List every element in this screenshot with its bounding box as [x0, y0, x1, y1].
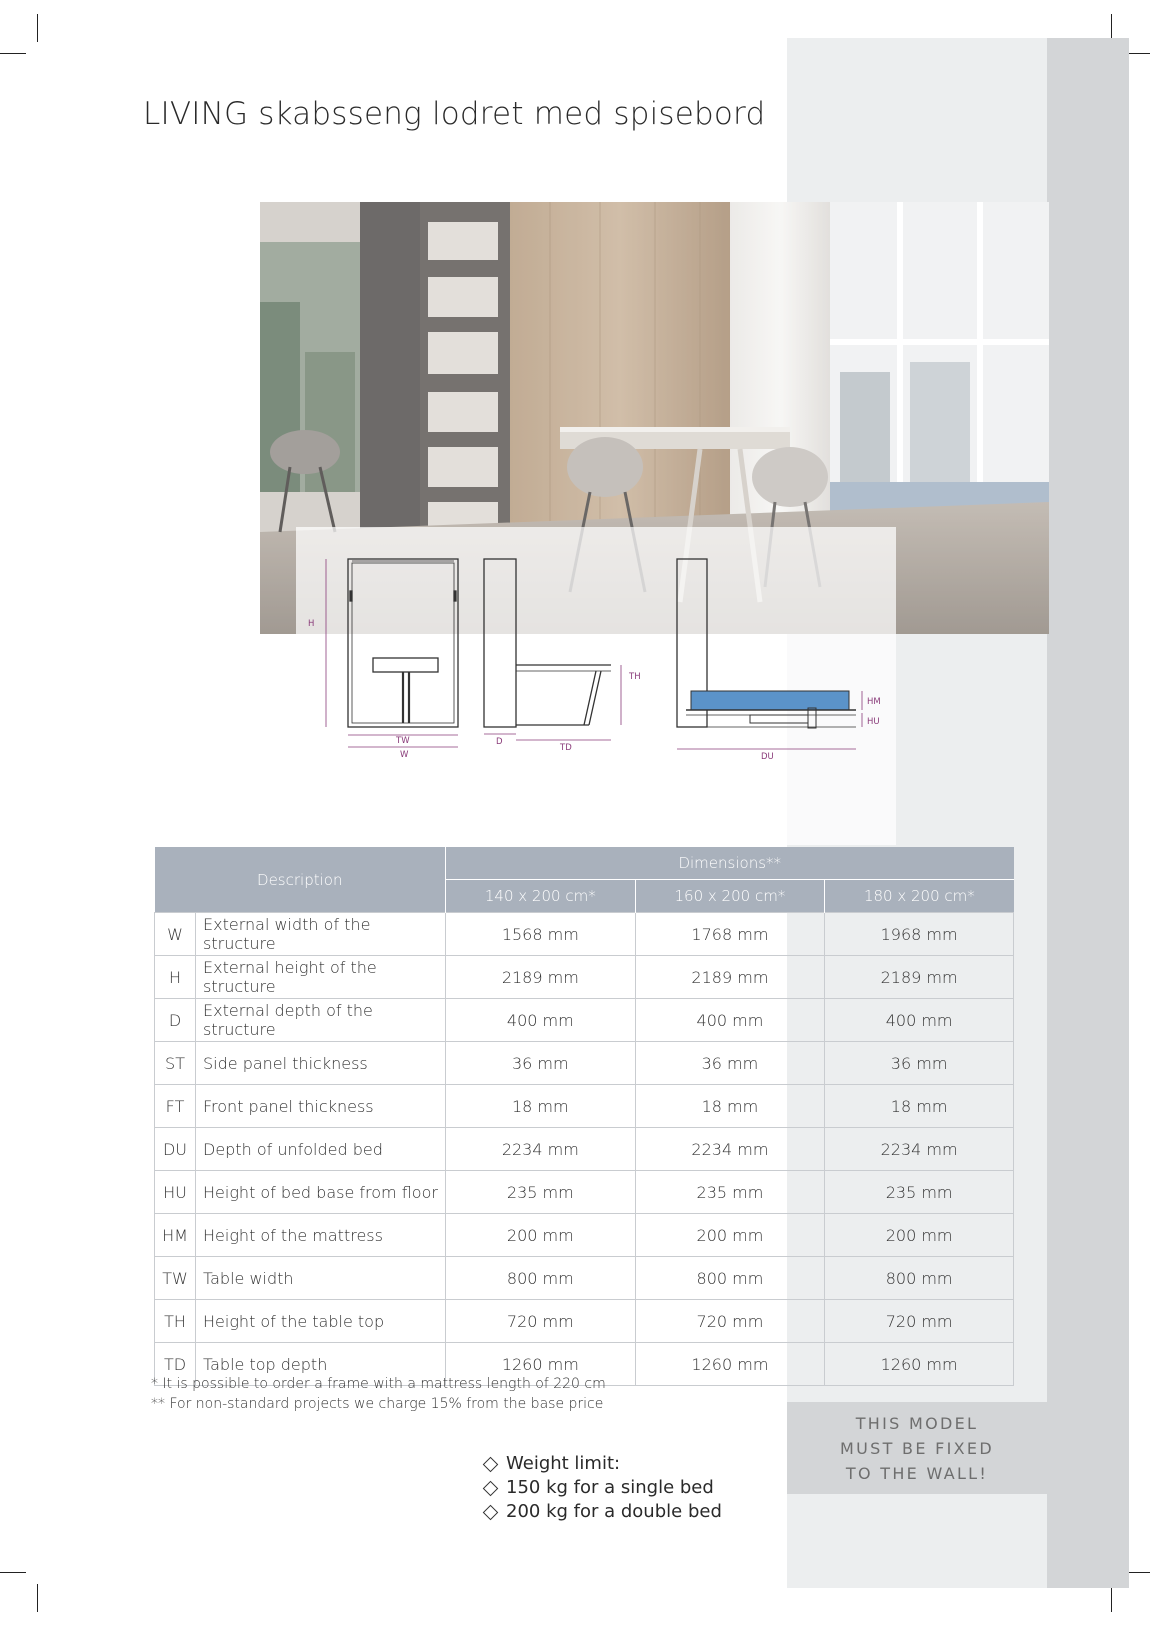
label-hm: HM	[867, 697, 881, 707]
diamond-bullet-icon	[483, 1480, 499, 1496]
background-strip	[1047, 38, 1129, 1588]
row-code: TH	[155, 1300, 196, 1343]
description-header: Description	[155, 847, 446, 913]
table-row	[155, 999, 1014, 1042]
notice-line: THIS MODEL	[855, 1413, 979, 1433]
row-value: 235 mm	[635, 1171, 825, 1214]
row-value: 2234 mm	[825, 1128, 1014, 1171]
column-header: 140 x 200 cm*	[446, 880, 636, 913]
row-value: 18 mm	[446, 1085, 636, 1128]
footnotes	[151, 1374, 606, 1414]
row-value: 36 mm	[446, 1042, 636, 1085]
row-value: 2189 mm	[446, 956, 636, 999]
weight-text: Weight limit:	[506, 1453, 621, 1474]
table-row	[155, 913, 1014, 956]
row-value: 235 mm	[446, 1171, 636, 1214]
weight-limits	[485, 1452, 722, 1524]
label-d: D	[496, 737, 503, 747]
label-du: DU	[761, 752, 774, 762]
table-row	[155, 1085, 1014, 1128]
row-value: 800 mm	[446, 1257, 636, 1300]
row-value: 720 mm	[446, 1300, 636, 1343]
side-view	[484, 559, 611, 727]
row-value: 18 mm	[825, 1085, 1014, 1128]
row-value: 1260 mm	[825, 1343, 1014, 1386]
label-hu: HU	[867, 717, 880, 727]
footnote: ** For non-standard projects we charge 15% from the base price	[151, 1396, 604, 1412]
weight-item	[485, 1500, 722, 1524]
weight-text: 150 kg for a single bed	[506, 1477, 714, 1498]
row-description: External width of the structure	[196, 913, 446, 956]
weight-item	[485, 1476, 722, 1500]
weight-text: 200 kg for a double bed	[506, 1501, 722, 1522]
row-value: 1568 mm	[446, 913, 636, 956]
diamond-bullet-icon	[483, 1456, 499, 1472]
label-td: TD	[560, 743, 572, 753]
row-value: 1260 mm	[635, 1343, 825, 1386]
row-value: 1260 mm	[446, 1343, 636, 1386]
table-row	[155, 956, 1014, 999]
row-value: 2189 mm	[635, 956, 825, 999]
diamond-bullet-icon	[483, 1504, 499, 1520]
row-value: 18 mm	[635, 1085, 825, 1128]
row-code: H	[155, 956, 196, 999]
row-value: 36 mm	[635, 1042, 825, 1085]
row-code: TD	[155, 1343, 196, 1386]
row-description: External depth of the structure	[196, 999, 446, 1042]
dimensions-header: Dimensions**	[446, 847, 1014, 880]
row-description: Side panel thickness	[196, 1042, 446, 1085]
row-value: 235 mm	[825, 1171, 1014, 1214]
row-code: HU	[155, 1171, 196, 1214]
crop-mark	[37, 14, 38, 42]
row-description: Height of the table top	[196, 1300, 446, 1343]
row-description: Height of bed base from floor	[196, 1171, 446, 1214]
row-description: Depth of unfolded bed	[196, 1128, 446, 1171]
front-view	[348, 559, 458, 727]
table-row	[155, 1257, 1014, 1300]
footnote: * It is possible to order a frame with a mattress length of 220 cm	[151, 1376, 606, 1392]
notice-line: TO THE WALL!	[845, 1463, 989, 1483]
column-header: 160 x 200 cm*	[635, 880, 825, 913]
label-w: W	[400, 750, 409, 760]
row-value: 200 mm	[635, 1214, 825, 1257]
table-row	[155, 1171, 1014, 1214]
row-value: 400 mm	[825, 999, 1014, 1042]
label-tw: TW	[396, 736, 410, 746]
weight-item	[485, 1452, 722, 1476]
row-value: 2234 mm	[446, 1128, 636, 1171]
table-row	[155, 1042, 1014, 1085]
row-value: 36 mm	[825, 1042, 1014, 1085]
row-description: Table top depth	[196, 1343, 446, 1386]
label-h: H	[308, 619, 315, 629]
row-value: 1968 mm	[825, 913, 1014, 956]
wall-fixing-notice	[787, 1402, 1047, 1494]
table-row	[155, 1300, 1014, 1343]
row-description: Height of the mattress	[196, 1214, 446, 1257]
row-value: 1768 mm	[635, 913, 825, 956]
row-value: 2189 mm	[825, 956, 1014, 999]
label-th: TH	[629, 672, 641, 682]
row-value: 800 mm	[825, 1257, 1014, 1300]
row-code: FT	[155, 1085, 196, 1128]
dimensions-table	[154, 847, 1014, 1386]
row-value: 200 mm	[446, 1214, 636, 1257]
table-row	[155, 1214, 1014, 1257]
row-value: 720 mm	[635, 1300, 825, 1343]
crop-mark	[0, 53, 26, 54]
page-title: LIVING skabsseng lodret med spisebord	[143, 96, 766, 132]
row-value: 720 mm	[825, 1300, 1014, 1343]
row-code: W	[155, 913, 196, 956]
notice-line: MUST BE FIXED	[840, 1438, 994, 1458]
row-code: D	[155, 999, 196, 1042]
row-value: 400 mm	[446, 999, 636, 1042]
row-description: External height of the structure	[196, 956, 446, 999]
table-row	[155, 1128, 1014, 1171]
row-description: Table width	[196, 1257, 446, 1300]
row-code: TW	[155, 1257, 196, 1300]
crop-mark	[0, 1572, 26, 1573]
row-description: Front panel thickness	[196, 1085, 446, 1128]
crop-mark	[37, 1584, 38, 1612]
row-code: ST	[155, 1042, 196, 1085]
row-code: DU	[155, 1128, 196, 1171]
row-value: 400 mm	[635, 999, 825, 1042]
column-header: 180 x 200 cm*	[825, 880, 1014, 913]
row-value: 200 mm	[825, 1214, 1014, 1257]
row-value: 800 mm	[635, 1257, 825, 1300]
unfolded-view	[677, 559, 856, 728]
table-body	[155, 913, 1014, 1386]
technical-drawing	[296, 527, 896, 767]
crop-mark	[1111, 1584, 1112, 1612]
row-value: 2234 mm	[635, 1128, 825, 1171]
row-code: HM	[155, 1214, 196, 1257]
